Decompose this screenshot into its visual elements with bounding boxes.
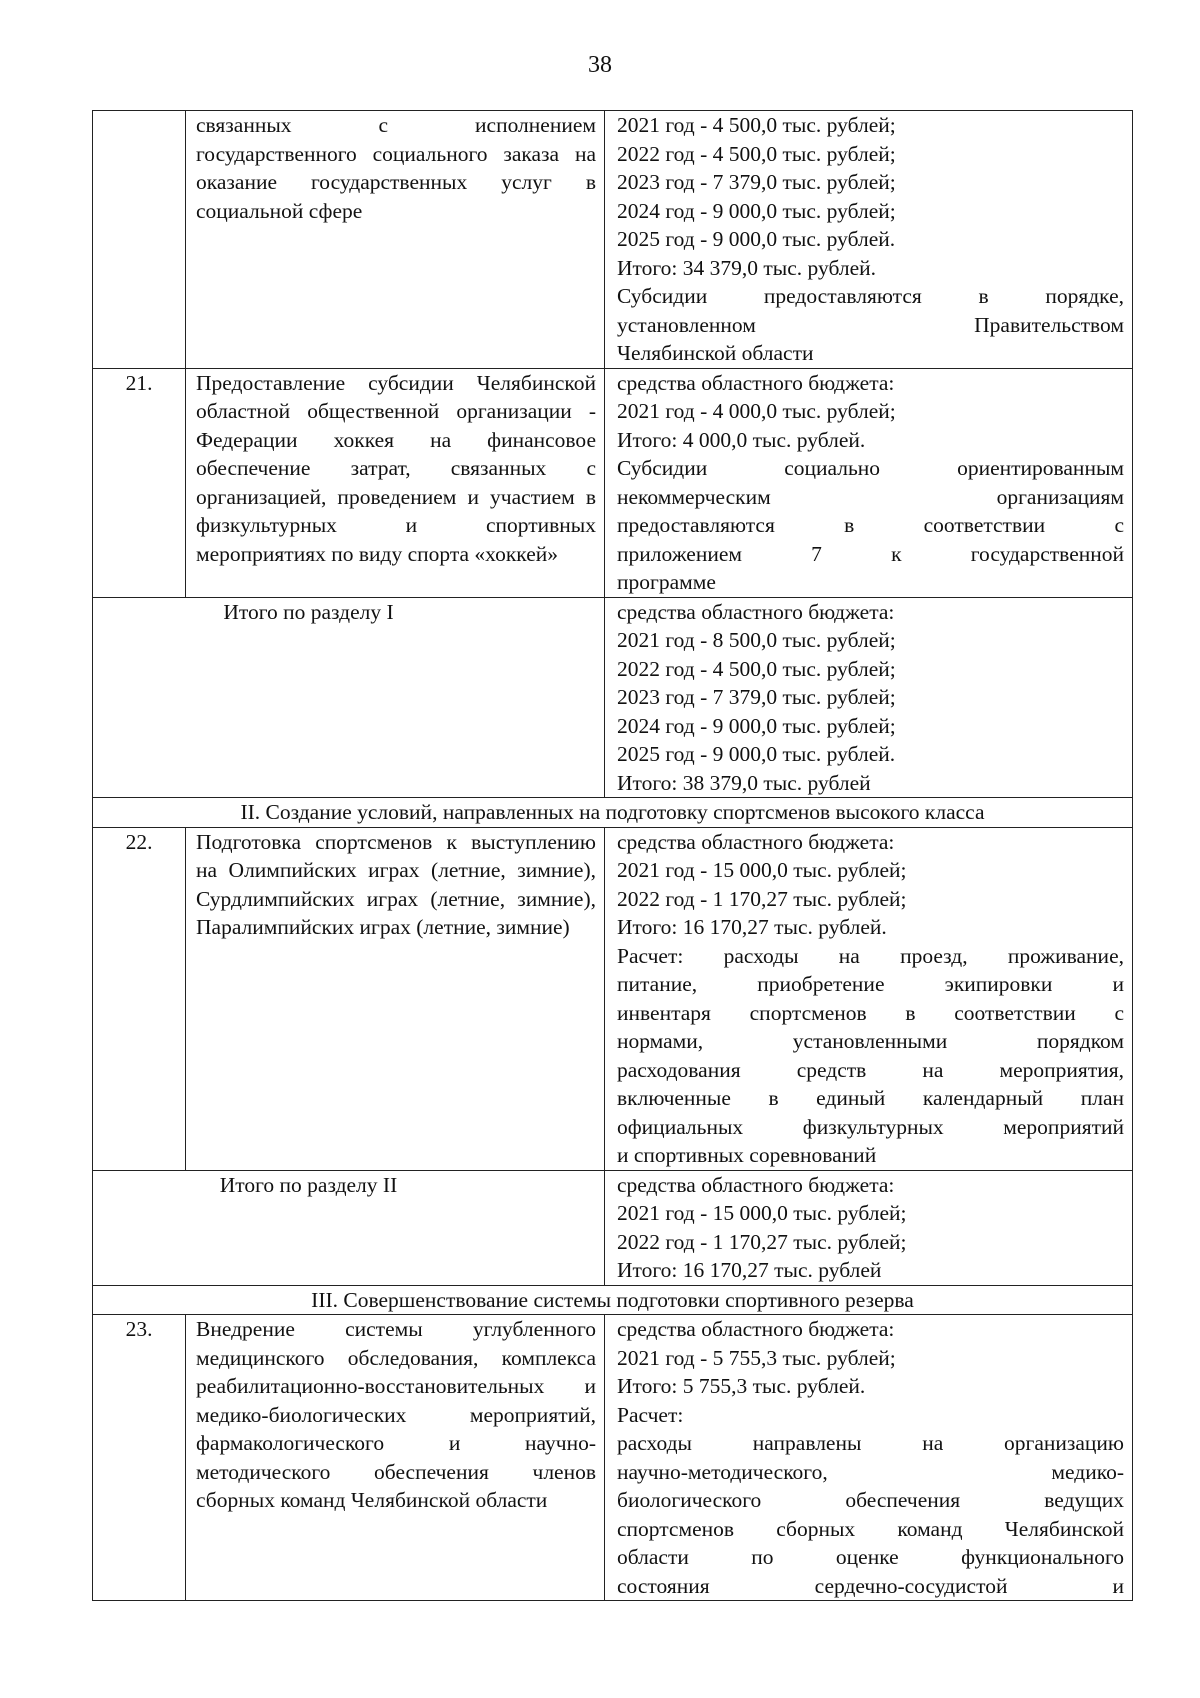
row-number-cell: 22.	[93, 827, 186, 1170]
measure-name-cell	[186, 368, 605, 597]
text-line: на Олимпийских играх (летние, зимние),	[196, 858, 596, 882]
text-line: связанных с исполнением	[196, 113, 596, 137]
table-row-22	[93, 827, 1133, 1170]
total-label-cell	[93, 597, 605, 798]
text-line: питание, приобретение экипировки и	[617, 972, 1124, 996]
text-line: государственного социального заказа на	[196, 141, 596, 166]
text-line: программе	[617, 570, 716, 594]
text-line: Подготовка спортсменов к выступлению	[196, 829, 596, 854]
measure-name-cell	[186, 1315, 605, 1601]
text-line: сборных команд Челябинской области	[196, 1488, 548, 1512]
text-line: реабилитационно-восстановительных и	[196, 1374, 596, 1398]
section-heading-row	[93, 1285, 1133, 1315]
text-line: Челябинской области	[617, 341, 814, 365]
text-line: методического обеспечения членов	[196, 1459, 596, 1484]
text-line: некоммерческим организациям	[617, 484, 1124, 509]
funding-cell	[605, 1170, 1133, 1285]
text-line: установленном Правительством	[617, 312, 1124, 337]
measure-name-cell	[186, 827, 605, 1170]
text-line: 2021 год - 15 000,0 тыс. рублей;	[617, 858, 907, 882]
funding-cell	[605, 1315, 1133, 1601]
text-line: 2022 год - 1 170,27 тыс. рублей;	[617, 886, 907, 911]
text-line: физкультурных и спортивных	[196, 513, 596, 537]
text-line: и спортивных соревнований	[617, 1143, 877, 1167]
text-line: области по оценке функционального	[617, 1545, 1124, 1569]
text-line: 2022 год - 1 170,27 тыс. рублей;	[617, 1229, 907, 1254]
text-line: 2021 год - 8 500,0 тыс. рублей;	[617, 628, 896, 652]
table-row-total-section-1	[93, 597, 1133, 798]
text-line: состояния сердечно-сосудистой и	[617, 1573, 1124, 1598]
text-line: социальной сфере	[196, 198, 363, 223]
text-line: Итого: 38 379,0 тыс. рублей	[617, 770, 871, 795]
row-number-cell	[93, 111, 186, 369]
text-line: Субсидии социально ориентированным	[617, 456, 1124, 480]
text-line: обеспечение затрат, связанных с	[196, 456, 596, 480]
section-heading: II. Создание условий, направленных на подготовку спортсменов высокого класса	[93, 798, 1133, 828]
text-line: спортсменов сборных команд Челябинской	[617, 1516, 1124, 1541]
text-line: 2021 год - 15 000,0 тыс. рублей;	[617, 1201, 907, 1225]
text-line: средства областного бюджета:	[617, 370, 895, 395]
text-line: 2024 год - 9 000,0 тыс. рублей;	[617, 713, 896, 738]
text-line: 2023 год - 7 379,0 тыс. рублей;	[617, 170, 896, 194]
page-number: 38	[588, 52, 612, 78]
text-line: Расчет:	[617, 1402, 684, 1427]
text-line: 2025 год - 9 000,0 тыс. рублей.	[617, 227, 896, 251]
text-line: средства областного бюджета:	[617, 1172, 895, 1197]
text-line: Итого: 16 170,27 тыс. рублей	[617, 1258, 882, 1282]
text-line: расходования средств на мероприятия,	[617, 1057, 1124, 1082]
text-line: Итого: 16 170,27 тыс. рублей.	[617, 915, 887, 939]
text-line: 2022 год - 4 500,0 тыс. рублей;	[617, 656, 896, 681]
text-line: 2025 год - 9 000,0 тыс. рублей.	[617, 742, 896, 766]
text-line: Паралимпийских играх (летние, зимние)	[196, 915, 570, 939]
total-label: Итого по разделу I	[223, 599, 394, 624]
text-line: средства областного бюджета:	[617, 599, 895, 624]
text-line: предоставляются в соответствии с	[617, 513, 1124, 537]
text-line: 2021 год - 4 500,0 тыс. рублей;	[617, 113, 896, 137]
text-line: Расчет: расходы на проезд, проживание,	[617, 943, 1124, 968]
text-line: Итого: 34 379,0 тыс. рублей.	[617, 255, 877, 280]
text-line: мероприятиях по виду спорта «хоккей»	[196, 541, 558, 566]
budget-table	[92, 110, 1133, 1601]
text-line: приложением 7 к государственной	[617, 541, 1124, 566]
total-label-cell	[93, 1170, 605, 1285]
funding-cell	[605, 111, 1133, 369]
text-line: медико-биологических мероприятий,	[196, 1402, 596, 1427]
row-number-cell: 23.	[93, 1315, 186, 1601]
text-line: Итого: 5 755,3 тыс. рублей.	[617, 1374, 866, 1398]
funding-cell	[605, 597, 1133, 798]
text-line: средства областного бюджета:	[617, 829, 895, 854]
text-line: организацией, проведением и участием в	[196, 484, 596, 509]
funding-cell	[605, 827, 1133, 1170]
total-label: Итого по разделу II	[219, 1172, 398, 1197]
text-line: инвентаря спортсменов в соответствии с	[617, 1000, 1124, 1025]
text-line: средства областного бюджета:	[617, 1317, 895, 1341]
funding-cell	[605, 368, 1133, 597]
text-line: Субсидии предоставляются в порядке,	[617, 284, 1124, 308]
text-line: 2022 год - 4 500,0 тыс. рублей;	[617, 141, 896, 166]
text-line: Сурдлимпийских играх (летние, зимние),	[196, 886, 596, 911]
text-line: нормами, установленными порядком	[617, 1029, 1124, 1053]
text-line: 2021 год - 4 000,0 тыс. рублей;	[617, 399, 896, 423]
measure-name-cell	[186, 111, 605, 369]
text-line: включенные в единый календарный план	[617, 1086, 1124, 1110]
text-line: биологического обеспечения ведущих	[617, 1488, 1124, 1512]
text-line: официальных физкультурных мероприятий	[617, 1114, 1124, 1139]
text-line: Внедрение системы углубленного	[196, 1317, 596, 1341]
table-row-total-section-2	[93, 1170, 1133, 1285]
text-line: Предоставление субсидии Челябинской	[196, 370, 596, 395]
text-line: научно-методического, медико-	[617, 1459, 1124, 1484]
text-line: фармакологического и научно-	[196, 1431, 596, 1455]
text-line: оказание государственных услуг в	[196, 170, 596, 194]
row-number-cell: 21.	[93, 368, 186, 597]
section-heading-row	[93, 798, 1133, 828]
text-line: Итого: 4 000,0 тыс. рублей.	[617, 427, 866, 452]
table-row-continued	[93, 111, 1133, 369]
text-line: медицинского обследования, комплекса	[196, 1345, 596, 1370]
text-line: 2021 год - 5 755,3 тыс. рублей;	[617, 1345, 896, 1370]
text-line: Федерации хоккея на финансовое	[196, 427, 596, 452]
table-row-23	[93, 1315, 1133, 1601]
text-line: областной общественной организации -	[196, 399, 596, 423]
table-row-21	[93, 368, 1133, 597]
text-line: расходы направлены на организацию	[617, 1431, 1124, 1455]
text-line: 2023 год - 7 379,0 тыс. рублей;	[617, 685, 896, 709]
text-line: 2024 год - 9 000,0 тыс. рублей;	[617, 198, 896, 223]
section-heading: III. Совершенствование системы подготовки спортивного резерва	[93, 1285, 1133, 1315]
